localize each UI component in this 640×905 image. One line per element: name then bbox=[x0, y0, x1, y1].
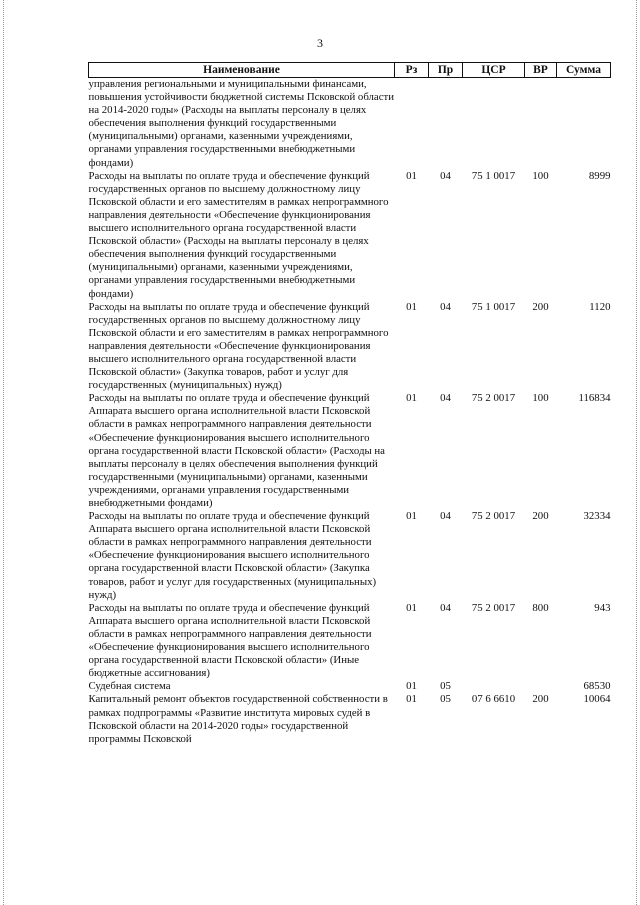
scan-edge-left bbox=[3, 0, 5, 905]
row-vr: 100 bbox=[532, 169, 549, 182]
table-row bbox=[89, 680, 611, 693]
row-vr: 200 bbox=[532, 693, 549, 706]
row-vr: 100 bbox=[532, 392, 549, 405]
row-sum: 10064 bbox=[583, 693, 611, 706]
row-rz: 01 bbox=[406, 680, 417, 693]
row-csr bbox=[463, 78, 525, 170]
row-csr: 75 2 0017 bbox=[471, 392, 516, 405]
row-name: Капитальный ремонт объектов государственной собственности в рамках подпрограммы «Развитие института мировых судей в Псковской области на 2014-2020 годы» государственной программы Псковской bbox=[88, 693, 388, 745]
budget-table bbox=[88, 62, 611, 746]
row-vr: 200 bbox=[532, 300, 549, 313]
row-sum: 8999 bbox=[588, 169, 611, 182]
column-header-vr: ВР bbox=[525, 63, 557, 78]
row-csr: 75 2 0017 bbox=[471, 601, 516, 614]
row-pr bbox=[429, 78, 463, 170]
column-header-sum: Сумма bbox=[557, 63, 611, 78]
row-csr: 75 2 0017 bbox=[471, 510, 516, 523]
table-row bbox=[89, 510, 611, 602]
row-sum: 1120 bbox=[589, 300, 611, 313]
table-row bbox=[89, 602, 611, 681]
table-row bbox=[89, 693, 611, 745]
row-rz bbox=[395, 78, 429, 170]
table-row bbox=[89, 301, 611, 393]
row-pr: 04 bbox=[440, 169, 451, 182]
row-sum: 32334 bbox=[583, 510, 611, 523]
row-csr: 75 1 0017 bbox=[471, 169, 516, 182]
table-row bbox=[89, 78, 611, 170]
row-pr: 05 bbox=[440, 680, 451, 693]
row-name: Расходы на выплаты по оплате труда и обеспечение функций Аппарата высшего органа исполнительной власти Псковской области в рамках непрограммного направления деятельности «Обеспечение функционирования высшего исполнительного органа государственной власти Псковской области» (Закупка товаров, работ и услуг для государственных (муниципальных) нужд) bbox=[88, 510, 377, 601]
row-sum bbox=[557, 78, 611, 170]
row-csr bbox=[463, 680, 525, 693]
table-header-row bbox=[89, 63, 611, 78]
table-row bbox=[89, 170, 611, 301]
row-vr bbox=[525, 680, 557, 693]
row-pr: 05 bbox=[440, 693, 451, 706]
column-header-name: Наименование bbox=[89, 63, 395, 78]
row-vr: 800 bbox=[532, 601, 549, 614]
row-name: управления региональными и муниципальными финансами, повышения устойчивости бюджетной системы Псковской области на 2014-2020 годы» (Расходы на выплаты персоналу в целях обеспечения выполнения функций государственными (муниципальными) органами, казенными учреждениями, органами управления государственными внебюджетными фондами) bbox=[88, 78, 395, 169]
page-number: 3 bbox=[317, 36, 323, 50]
row-sum: 116834 bbox=[578, 392, 611, 405]
scan-edge-right bbox=[636, 0, 638, 905]
row-rz: 01 bbox=[406, 693, 417, 706]
row-csr: 07 6 6610 bbox=[471, 693, 516, 706]
row-pr: 04 bbox=[440, 392, 451, 405]
row-rz: 01 bbox=[406, 300, 417, 313]
column-header-rz: Рз bbox=[395, 63, 429, 78]
column-header-csr: ЦСР bbox=[463, 63, 525, 78]
row-rz: 01 bbox=[406, 510, 417, 523]
row-pr: 04 bbox=[440, 300, 451, 313]
row-rz: 01 bbox=[406, 392, 417, 405]
row-rz: 01 bbox=[406, 169, 417, 182]
row-rz: 01 bbox=[406, 601, 417, 614]
row-sum: 943 bbox=[594, 601, 611, 614]
row-sum: 68530 bbox=[583, 680, 611, 693]
row-name: Расходы на выплаты по оплате труда и обеспечение функций Аппарата высшего органа исполнительной власти Псковской области в рамках непрограммного направления деятельности «Обеспечение функционирования высшего исполнительного органа государственной власти Псковской области» (Иные бюджетные ассигнования) bbox=[88, 601, 372, 680]
row-name: Расходы на выплаты по оплате труда и обеспечение функций государственных органов по высшему должностному лицу Псковской области и его заместителям в рамках непрограммного направления деятельности «Обеспечение функционирования высшего исполнительного органа государственной власти Псковской области» (Закупка товаров, работ и услуг для государственных (муниципальных) нужд) bbox=[88, 300, 389, 392]
row-name: Расходы на выплаты по оплате труда и обеспечение функций государственных органов по высшему должностному лицу Псковской области и его заместителям в рамках непрограммного направления деятельности «Обеспечение функционирования высшего исполнительного органа государственной власти Псковской области» (Расходы на выплаты персоналу в целях обеспечения выполнения функций государственными (муниципальными) органами, казенными учреждениями, органами управления государственными внебюджетными фондами) bbox=[88, 169, 389, 300]
row-vr: 200 bbox=[532, 510, 549, 523]
row-vr bbox=[525, 78, 557, 170]
table-row bbox=[89, 392, 611, 510]
column-header-pr: Пр bbox=[429, 63, 463, 78]
row-pr: 04 bbox=[440, 601, 451, 614]
row-csr: 75 1 0017 bbox=[471, 300, 516, 313]
row-name: Судебная система bbox=[88, 680, 171, 693]
row-name: Расходы на выплаты по оплате труда и обеспечение функций Аппарата высшего органа исполнительной власти Псковской области в рамках непрограммного направления деятельности «Обеспечение функционирования высшего исполнительного органа государственной власти Псковской области» (Расходы на выплаты персоналу в целях обеспечения выполнения функций государственными (муниципальными) органами, казенными учреждениями, органами управления государственными внебюджетными фондами) bbox=[88, 392, 385, 509]
row-pr: 04 bbox=[440, 510, 451, 523]
